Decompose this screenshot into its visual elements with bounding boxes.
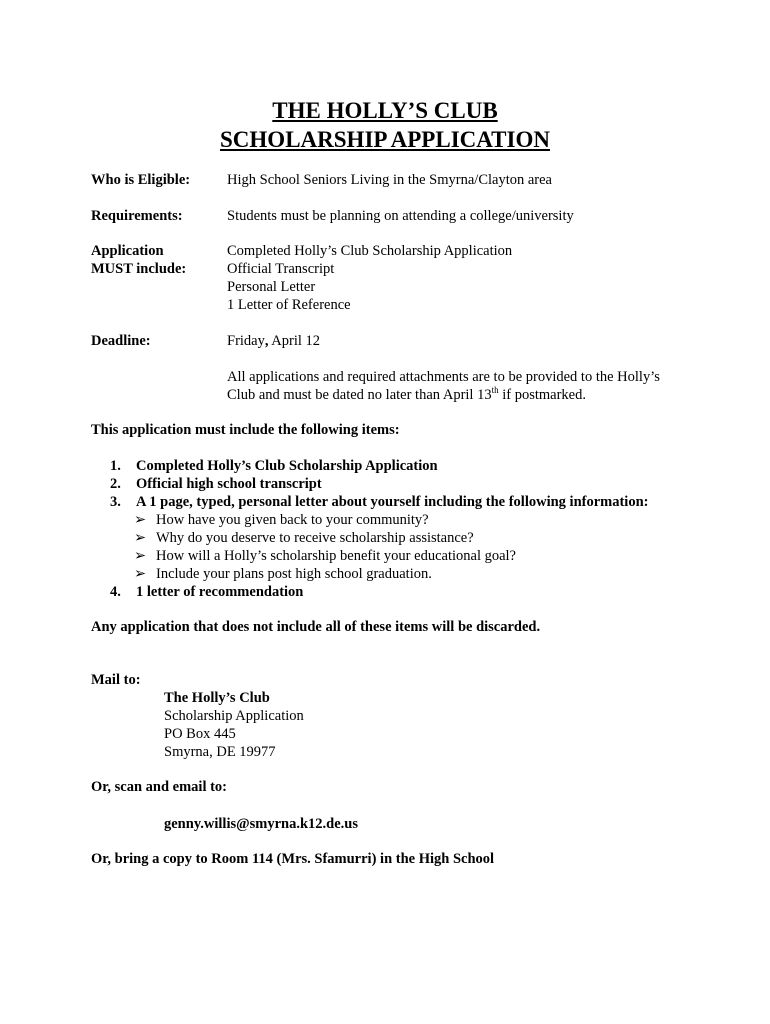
mail-line-3: Smyrna, DE 19977 — [164, 744, 276, 760]
mail-line-1: Scholarship Application — [164, 708, 304, 724]
email-address[interactable]: genny.willis@smyrna.k12.de.us — [164, 816, 358, 832]
deadline-comma: , — [264, 333, 269, 349]
mail-label: Mail to: — [91, 672, 141, 688]
list-item — [91, 457, 731, 475]
items-list — [91, 457, 731, 601]
sub-list-item — [91, 565, 731, 583]
application-label-1: Application — [91, 243, 164, 259]
application-item: Official Transcript — [227, 261, 335, 277]
deadline-date: April 12 — [268, 333, 321, 349]
requirements-value: Students must be planning on attending a college/university — [227, 208, 574, 224]
mail-name: The Holly’s Club — [164, 690, 270, 706]
deadline-note-text-end: if postmarked. — [498, 387, 586, 403]
item-number: 1. — [110, 458, 121, 474]
discard-notice: Any application that does not include all of these items will be discarded. — [91, 619, 541, 635]
deadline-value — [227, 332, 320, 350]
title-line-2: SCHOLARSHIP APPLICATION — [220, 127, 550, 152]
arrow-bullet-icon: ➢ — [134, 566, 147, 582]
sub-list-item — [91, 529, 731, 547]
deadline-note-line-1: All applications and required attachments are to be provided to the Holly’s — [227, 369, 660, 385]
application-item: 1 Letter of Reference — [227, 297, 351, 313]
list-item — [91, 583, 731, 601]
list-item — [91, 475, 731, 493]
title-line-1: THE HOLLY’S CLUB — [272, 98, 498, 123]
sub-list-item — [91, 547, 731, 565]
eligible-label: Who is Eligible: — [91, 172, 191, 188]
item-text: Official high school transcript — [136, 476, 322, 492]
deadline-note-sup: th — [491, 385, 499, 396]
application-item: Completed Holly’s Club Scholarship Application — [227, 243, 513, 259]
deadline-label: Deadline: — [91, 333, 151, 349]
sub-item-text: Why do you deserve to receive scholarship assistance? — [156, 530, 474, 546]
item-number: 3. — [110, 494, 121, 510]
deadline-note-line-2 — [227, 386, 586, 404]
arrow-bullet-icon: ➢ — [134, 530, 147, 546]
item-number: 2. — [110, 476, 121, 492]
bring-copy-note: Or, bring a copy to Room 114 (Mrs. Sfamurri) in the High School — [91, 851, 495, 867]
mail-line-2: PO Box 445 — [164, 726, 236, 742]
deadline-note-text: Club and must be dated no later than April 13 — [227, 387, 492, 403]
application-item: Personal Letter — [227, 279, 316, 295]
arrow-bullet-icon: ➢ — [134, 512, 147, 528]
deadline-day: Friday — [227, 333, 265, 349]
requirements-label: Requirements: — [91, 208, 183, 224]
items-heading: This application must include the following items: — [91, 422, 400, 438]
item-text: A 1 page, typed, personal letter about yourself including the following information: — [136, 494, 649, 510]
eligible-value: High School Seniors Living in the Smyrna/Clayton area — [227, 172, 552, 188]
application-label-2: MUST include: — [91, 261, 187, 277]
item-text: 1 letter of recommendation — [136, 584, 304, 600]
sub-item-text: How will a Holly’s scholarship benefit your educational goal? — [156, 548, 516, 564]
sub-item-text: Include your plans post high school graduation. — [156, 566, 432, 582]
list-item — [91, 493, 731, 511]
arrow-bullet-icon: ➢ — [134, 548, 147, 564]
sub-list-item — [91, 511, 731, 529]
sub-item-text: How have you given back to your community? — [156, 512, 429, 528]
email-label: Or, scan and email to: — [91, 779, 228, 795]
item-number: 4. — [110, 584, 121, 600]
item-text: Completed Holly’s Club Scholarship Application — [136, 458, 438, 474]
